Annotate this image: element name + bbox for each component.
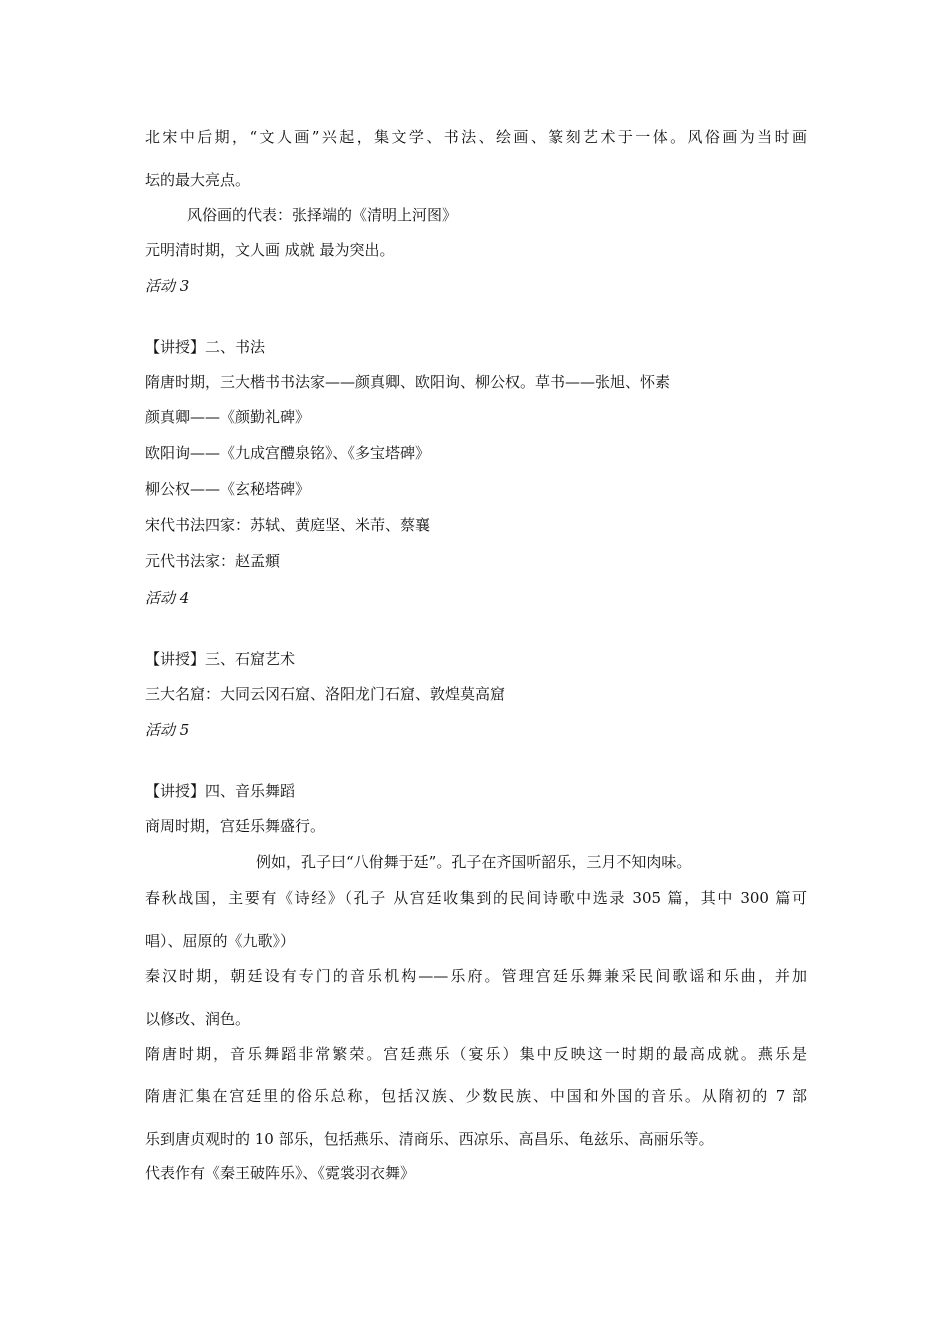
- grottoes-heading: 【讲授】三、石窟艺术: [145, 650, 296, 668]
- music-chunqiu-line-2: 唱）、屈原的《九歌》）: [145, 932, 296, 950]
- music-example: 例如，孔子曰“八佾舞于廷”。孔子在齐国听韶乐，三月不知肉味。: [256, 853, 692, 871]
- music-shang-zhou: 商周时期，宫廷乐舞盛行。: [145, 817, 326, 835]
- calligraphy-heading: 【讲授】二、书法: [145, 338, 266, 356]
- yuan-ming-qing-text: 元明清时期，文人画 成就 最为突出。: [145, 241, 395, 259]
- calligraphy-ouyang-xun: 欧阳询——《九成宫醴泉铭》、《多宝塔碑》: [145, 444, 431, 462]
- music-chunqiu-line-1: 春秋战国，主要有《诗经》（孔子 从宫廷收集到的民间诗歌中选录 305 篇，其中 300 篇可: [145, 889, 807, 907]
- painting-paragraph-line-1: 北宋中后期，“文人画”兴起，集文学、书法、绘画、篆刻艺术于一体。风俗画为当时画: [145, 128, 807, 146]
- music-representative-works: 代表作有《秦王破阵乐》、《霓裳羽衣舞》: [145, 1164, 416, 1182]
- music-sui-tang-line-3: 乐到唐贞观时的 10 部乐，包括燕乐、清商乐、西凉乐、高昌乐、龟兹乐、高丽乐等。: [145, 1130, 714, 1148]
- calligraphy-liu-gongquan: 柳公权——《玄秘塔碑》: [145, 480, 311, 498]
- music-sui-tang-line-2: 隋唐汇集在宫廷里的俗乐总称，包括汉族、少数民族、中国和外国的音乐。从隋初的 7 部: [145, 1087, 807, 1105]
- activity-5-label: 活动 5: [145, 721, 190, 739]
- calligraphy-yuan: 元代书法家：赵孟頫: [145, 552, 281, 570]
- genre-painting-representative: 风俗画的代表：张择端的《清明上河图》: [187, 206, 458, 224]
- calligraphy-yan-zhenqing: 颜真卿——《颜勤礼碑》: [145, 408, 311, 426]
- music-qin-han-line-2: 以修改、润色。: [145, 1010, 251, 1028]
- painting-paragraph-line-2: 坛的最大亮点。: [145, 171, 251, 189]
- activity-3-label: 活动 3: [145, 277, 190, 295]
- calligraphy-song-four: 宋代书法四家：苏轼、黄庭坚、米芾、蔡襄: [145, 516, 431, 534]
- music-qin-han-line-1: 秦汉时期，朝廷设有专门的音乐机构——乐府。管理宫廷乐舞兼采民间歌谣和乐曲，并加: [145, 967, 807, 985]
- calligraphy-sui-tang: 隋唐时期，三大楷书书法家——颜真卿、欧阳询、柳公权。草书——张旭、怀素: [145, 373, 671, 391]
- grottoes-three: 三大名窟：大同云冈石窟、洛阳龙门石窟、敦煌莫高窟: [145, 685, 506, 703]
- music-heading: 【讲授】四、音乐舞蹈: [145, 782, 296, 800]
- music-sui-tang-line-1: 隋唐时期，音乐舞蹈非常繁荣。宫廷燕乐（宴乐）集中反映这一时期的最高成就。燕乐是: [145, 1045, 807, 1063]
- activity-4-label: 活动 4: [145, 589, 190, 607]
